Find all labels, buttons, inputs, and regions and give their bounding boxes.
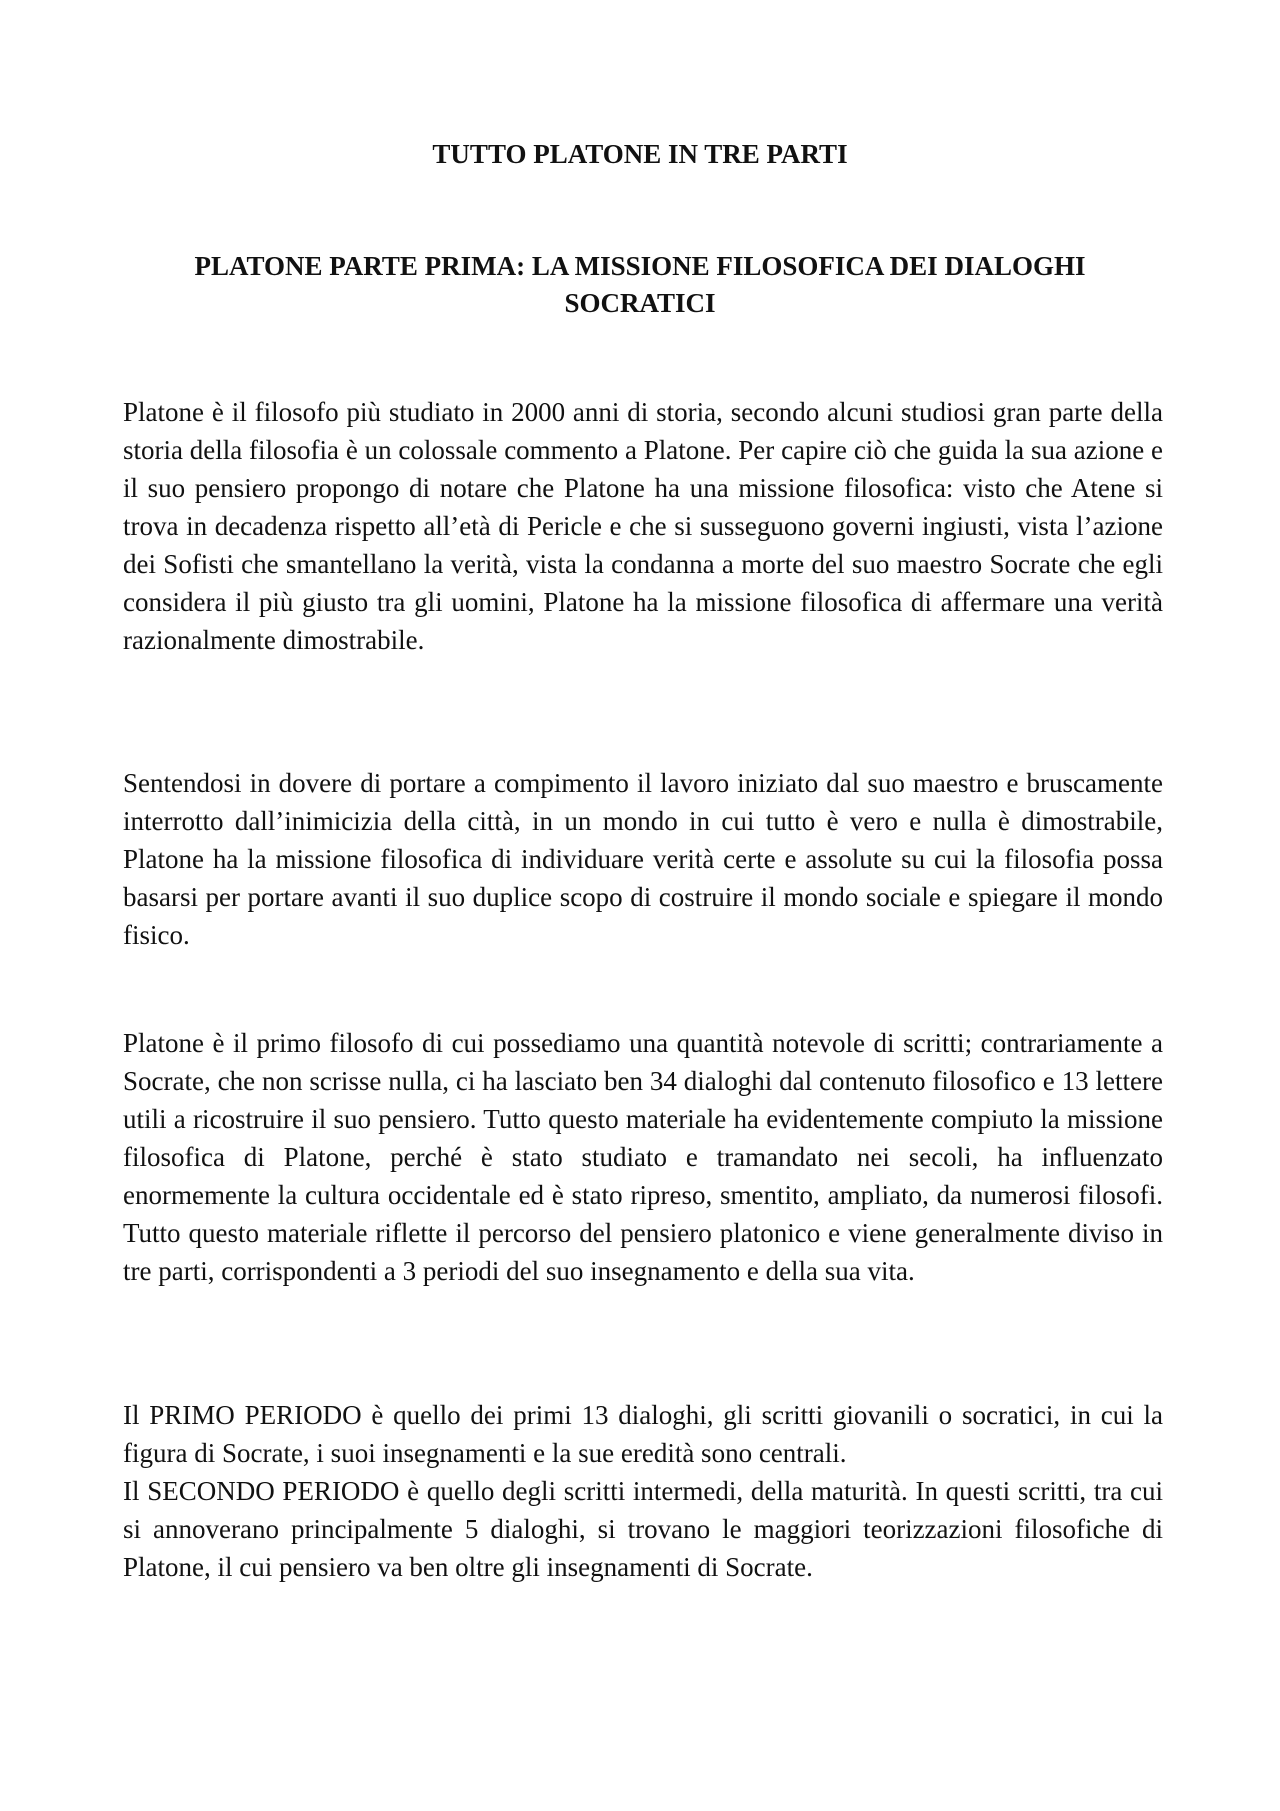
paragraph-writings: Platone è il primo filosofo di cui possediamo una quantità notevole di scritti; contrariamente a Socrate, che non scrisse nulla, ci ha lasciato ben 34 dialoghi dal contenuto filosofico e 13 lettere utili a ricostruire il suo pensiero. Tutto questo materiale ha evidentemente compiuto la missione filosofica di Platone, perché è stato studiato e tramandato nei secoli, ha influenzato enormemente la cultura occidentale ed è stato ripreso, smentito, ampliato, da numerosi filosofi. Tutto questo materiale riflette il percorso del pensiero platonico e viene generalmente diviso in tre parti, corrispondenti a 3 periodi del suo insegnamento e della sua vita. [123, 1028, 1163, 1286]
document-title: TUTTO PLATONE IN TRE PARTI [432, 139, 848, 169]
paragraph-first-period: Il PRIMO PERIODO è quello dei primi 13 dialoghi, gli scritti giovanili o socratici, in cui la figura di Socrate, i suoi insegnamenti e la sue eredità sono centrali. [123, 1400, 1163, 1468]
paragraph-intro: Platone è il filosofo più studiato in 2000 anni di storia, secondo alcuni studiosi gran parte della storia della filosofia è un colossale commento a Platone. Per capire ciò che guida la sua azione e il suo pensiero propongo di notare che Platone ha una missione filosofica: visto che Atene si trova in decadenza rispetto all’età di Pericle e che si susseguono governi ingiusti, vista l’azione dei Sofisti che smantellano la verità, vista la condanna a morte del suo maestro Socrate che egli considera il più giusto tra gli uomini, Platone ha la missione filosofica di affermare una verità razionalmente dimostrabile. [123, 397, 1163, 655]
paragraph-second-period: Il SECONDO PERIODO è quello degli scritti intermedi, della maturità. In questi scritti, tra cui si annoverano principalmente 5 dialoghi, si trovano le maggiori teorizzazioni filosofiche di Platone, il cui pensiero va ben oltre gli insegnamenti di Socrate. [123, 1476, 1163, 1582]
paragraph-mission: Sentendosi in dovere di portare a compimento il lavoro iniziato dal suo maestro e bruscamente interrotto dall’inimicizia della città, in un mondo in cui tutto è vero e nulla è dimostrabile, Platone ha la missione filosofica di individuare verità certe e assolute su cui la filosofia possa basarsi per portare avanti il suo duplice scopo di costruire il mondo sociale e spiegare il mondo fisico. [123, 768, 1163, 950]
document-subtitle: PLATONE PARTE PRIMA: LA MISSIONE FILOSOFICA DEI DIALOGHI SOCRATICI [194, 251, 1086, 318]
